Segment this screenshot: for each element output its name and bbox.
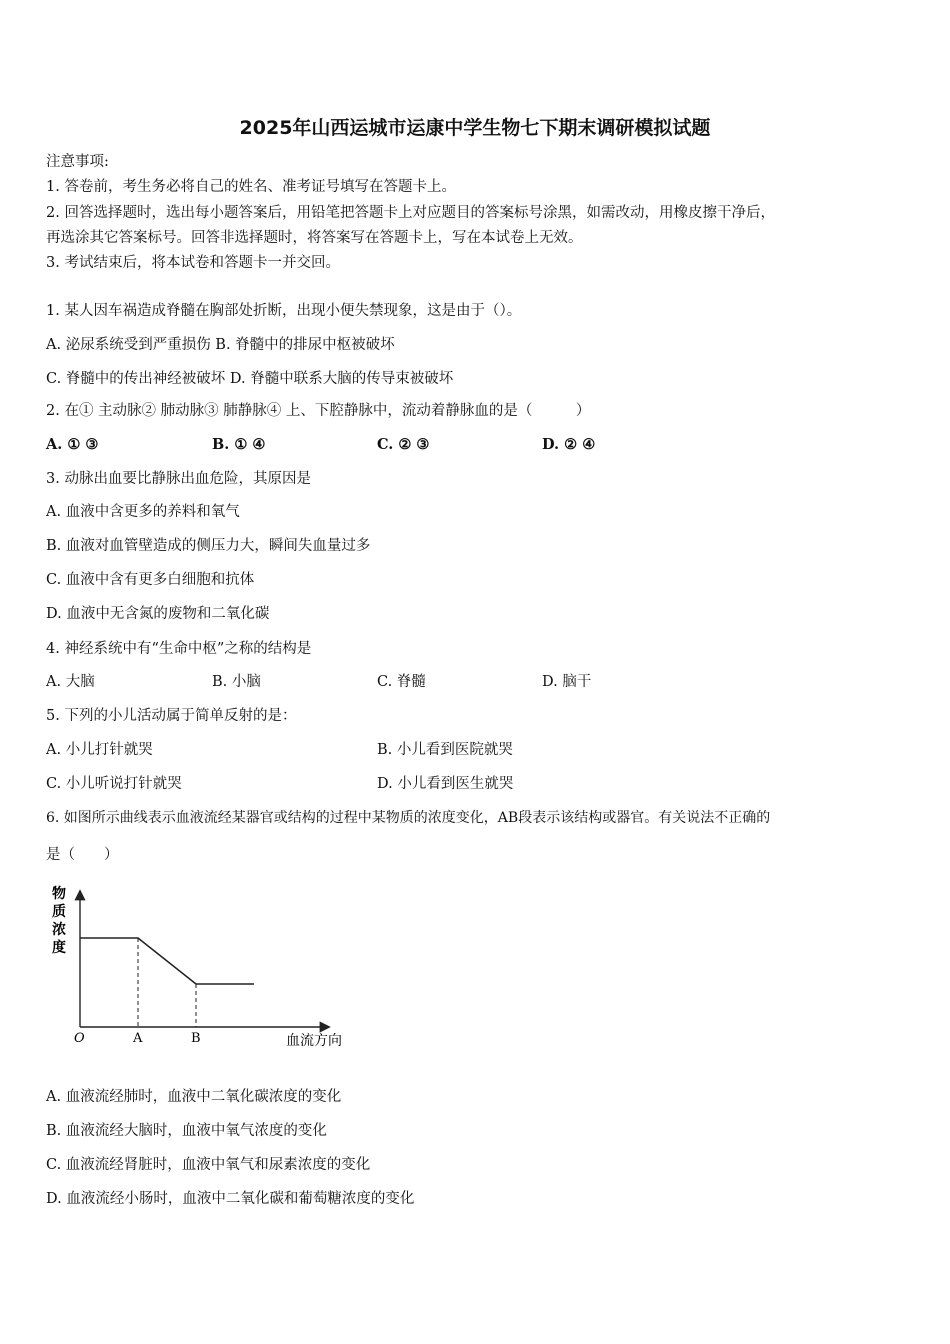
q3-option-d: D. 血液中无含氮的废物和二氧化碳 (46, 606, 270, 622)
q4-option-d: D. 脑干 (542, 674, 592, 690)
q5-option-a: A. 小儿打针就哭 (46, 742, 153, 758)
y-axis-label (52, 885, 66, 956)
chart-svg (46, 880, 376, 1055)
q2-option-a: A. ① ③ (46, 436, 99, 453)
x-axis-label: 血流方向 (286, 1033, 342, 1049)
notes-heading: 注意事项: (46, 154, 109, 170)
note-item: 再选涂其它答案标号。回答非选择题时，将答案写在答题卡上，写在本试卷上无效。 (46, 230, 583, 246)
q6-stem: 6. 如图所示曲线表示血液流经某器官或结构的过程中某物质的浓度变化，AB段表示该结构或器官。有关说法不正确的 (46, 810, 771, 826)
q3-option-c: C. 血液中含有更多白细胞和抗体 (46, 572, 255, 588)
q1-options-line2: C. 脊髓中的传出神经被破坏 D. 脊髓中联系大脑的传导束被破坏 (46, 371, 454, 387)
q4-stem: 4. 神经系统中有“生命中枢”之称的结构是 (46, 641, 312, 657)
q2-option-c: C. ② ③ (377, 436, 430, 453)
q1-stem: 1. 某人因车祸造成脊髓在胸部处折断，出现小便失禁现象，这是由于（）。 (46, 303, 522, 319)
y-label-char: 物 (52, 886, 66, 902)
q5-option-d: D. 小儿看到医生就哭 (377, 776, 514, 792)
x-tick-label-b: B (191, 1031, 201, 1046)
q1-options-line1: A. 泌尿系统受到严重损伤 B. 脊髓中的排尿中枢被破坏 (46, 337, 395, 353)
y-label-char: 质 (52, 904, 66, 920)
y-label-char: 度 (52, 940, 66, 956)
q6-option-b: B. 血液流经大脑时，血液中氧气浓度的变化 (46, 1123, 327, 1139)
q2-stem: 2. 在① 主动脉② 肺动脉③ 肺静脉④ 上、下腔静脉中，流动着静脉血的是（ ） (46, 403, 591, 419)
q4-option-b: B. 小脑 (212, 674, 261, 690)
q2-option-d: D. ② ④ (542, 436, 596, 453)
origin-label: O (74, 1031, 85, 1046)
y-label-char: 浓 (52, 922, 66, 938)
q2-option-b: B. ① ④ (212, 436, 266, 453)
q6-option-c: C. 血液流经肾脏时，血液中氧气和尿素浓度的变化 (46, 1157, 371, 1173)
x-tick-label-a: A (133, 1031, 143, 1046)
q3-option-a: A. 血液中含更多的养料和氧气 (46, 504, 240, 520)
q3-option-b: B. 血液对血管壁造成的侧压力大，瞬间失血量过多 (46, 538, 371, 554)
note-item: 3. 考试结束后，将本试卷和答题卡一并交回。 (46, 255, 340, 271)
series-group (80, 938, 254, 984)
q4-option-a: A. 大脑 (46, 674, 95, 690)
page-title: 2025年山西运城市运康中学生物七下期末调研模拟试题 (239, 117, 711, 139)
q3-stem: 3. 动脉出血要比静脉出血危险，其原因是 (46, 471, 311, 487)
note-item: 2. 回答选择题时，选出每小题答案后，用铅笔把答题卡上对应题目的答案标号涂黑，如需改动，用橡皮擦干净后， (46, 205, 775, 221)
q5-stem: 5. 下列的小儿活动属于简单反射的是： (46, 708, 297, 724)
q6-stem-continued: 是（ ） (46, 847, 119, 863)
x-tick-group (74, 938, 201, 1046)
q6-option-a: A. 血液流经肺时，血液中二氧化碳浓度的变化 (46, 1089, 342, 1105)
series-line (80, 938, 254, 984)
q5-option-c: C. 小儿听说打针就哭 (46, 776, 182, 792)
note-item: 1. 答卷前，考生务必将自己的姓名、准考证号填写在答题卡上。 (46, 179, 456, 195)
q6-option-d: D. 血液流经小肠时，血液中二氧化碳和葡萄糖浓度的变化 (46, 1191, 415, 1207)
concentration-chart (46, 880, 376, 1055)
q4-option-c: C. 脊髓 (377, 674, 426, 690)
q5-option-b: B. 小儿看到医院就哭 (377, 742, 513, 758)
